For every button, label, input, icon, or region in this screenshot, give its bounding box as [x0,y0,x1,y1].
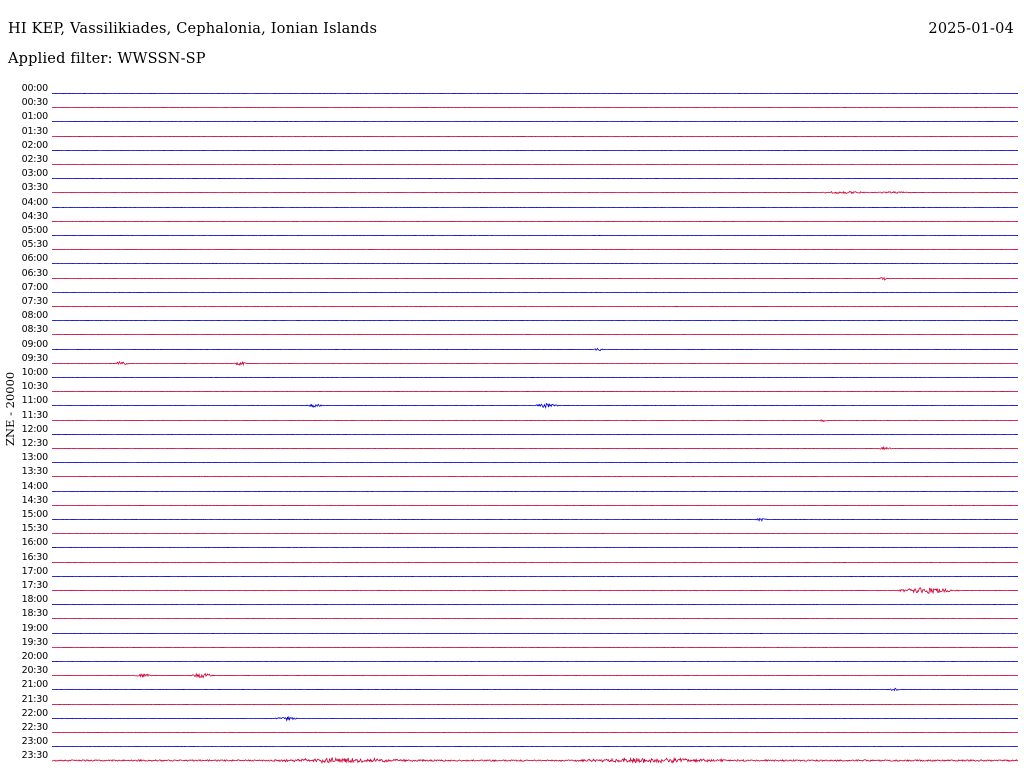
trace-waveform [52,527,1018,540]
trace-waveform [52,101,1018,114]
trace-row [21,565,1018,584]
page-title: HI KEP, Vassilikiades, Cephalonia, Ionian Islands [8,21,378,37]
trace-waveform [52,172,1018,185]
trace-waveform [52,257,1018,270]
trace-row [21,409,1018,428]
trace-row [21,608,1018,626]
trace-time-label: 22:30 [21,722,48,733]
trace-row [21,466,1018,484]
trace-row [21,722,1018,740]
trace-waveform [52,627,1018,640]
trace-row [21,636,1018,655]
trace-time-label: 00:30 [21,97,48,109]
trace-waveform [52,428,1018,441]
trace-row [21,452,1018,470]
trace-waveform [52,556,1018,569]
trace-row [21,423,1018,442]
trace-row [21,622,1018,641]
filter-label: Applied filter: WWSSN-SP [8,51,206,67]
trace-row [21,707,1018,726]
trace-time-label: 01:00 [21,111,48,123]
trace-time-label: 01:30 [21,125,48,137]
trace-time-label: 07:00 [21,281,48,293]
trace-time-label: 17:30 [21,580,48,591]
trace-row [21,750,1018,768]
trace-waveform [52,186,1018,199]
trace-waveform [52,130,1018,143]
trace-waveform [52,343,1018,356]
trace-time-label: 18:00 [21,594,48,606]
trace-waveform [52,272,1018,285]
trace-time-label: 00:00 [21,83,48,94]
trace-row [21,594,1018,612]
trace-waveform [52,584,1018,597]
trace-row [21,196,1018,215]
trace-row [21,509,1018,527]
trace-time-label: 13:00 [21,452,48,464]
trace-time-label: 17:00 [21,565,48,577]
trace-waveform [52,598,1018,611]
trace-waveform [52,357,1018,370]
trace-waveform [52,698,1018,711]
chart-header [0,0,1024,76]
trace-row [21,651,1018,669]
trace-row [21,168,1018,186]
trace-row [21,693,1018,712]
trace-waveform [52,314,1018,327]
trace-row [21,523,1018,541]
trace-time-label: 09:30 [21,352,48,364]
trace-row [21,125,1018,144]
trace-time-label: 14:30 [21,494,48,506]
trace-waveform [52,754,1018,767]
trace-waveform [52,385,1018,398]
trace-waveform [52,541,1018,554]
trace-row [21,438,1018,456]
trace-time-label: 15:00 [21,509,48,520]
trace-row [21,338,1018,357]
trace-waveform [52,201,1018,214]
trace-time-label: 16:00 [21,537,48,549]
trace-row [21,367,1018,385]
trace-time-label: 12:00 [21,423,48,435]
trace-row [21,352,1018,371]
trace-waveform [52,399,1018,412]
trace-row [21,736,1018,754]
trace-row [21,551,1018,570]
trace-row [21,494,1018,513]
trace-time-label: 16:30 [21,551,48,563]
trace-row [21,154,1018,172]
trace-row [21,281,1018,300]
trace-time-label: 06:30 [21,267,48,279]
trace-waveform [52,414,1018,427]
trace-time-label: 12:30 [21,438,48,449]
trace-time-label: 10:00 [21,367,48,378]
trace-time-label: 23:30 [21,750,48,762]
trace-time-label: 02:30 [21,154,48,165]
trace-time-label: 03:30 [21,182,48,194]
trace-waveform [52,328,1018,341]
trace-time-label: 13:30 [21,466,48,478]
y-axis-label: ZNE - 20000 [3,371,17,446]
trace-time-label: 09:00 [21,338,48,350]
trace-waveform [52,115,1018,128]
trace-waveform [52,485,1018,498]
trace-time-label: 11:30 [21,409,48,421]
trace-row [21,395,1018,413]
trace-row [21,296,1018,314]
trace-waveform [52,442,1018,455]
trace-waveform [52,300,1018,313]
trace-waveform [52,499,1018,512]
trace-row [21,182,1018,200]
trace-time-label: 04:00 [21,196,48,208]
trace-time-label: 03:00 [21,168,48,180]
trace-row [21,580,1018,598]
trace-time-label: 05:30 [21,239,48,251]
trace-row [21,665,1018,683]
trace-time-label: 23:00 [21,736,48,748]
trace-row [21,679,1018,697]
trace-time-label: 04:30 [21,210,48,222]
date-label: 2025-01-04 [928,21,1014,37]
trace-waveform [52,229,1018,242]
trace-time-label: 19:30 [21,636,48,648]
trace-waveform [52,641,1018,654]
trace-time-label: 02:00 [21,139,48,151]
trace-waveform [52,286,1018,299]
trace-waveform [52,158,1018,171]
trace-row [21,480,1018,499]
seismogram-plot [0,76,1024,780]
trace-time-label: 15:30 [21,523,48,535]
trace-time-label: 08:30 [21,324,48,336]
trace-time-label: 21:30 [21,693,48,705]
trace-waveform [52,87,1018,100]
trace-waveform [52,612,1018,625]
trace-waveform [52,144,1018,157]
trace-waveform [52,513,1018,526]
trace-waveform [52,683,1018,696]
trace-time-label: 22:00 [21,707,48,719]
trace-row [21,225,1018,243]
trace-row [21,111,1018,129]
trace-time-label: 14:00 [21,480,48,492]
trace-waveform [52,215,1018,228]
trace-time-label: 20:00 [21,651,48,662]
trace-row [21,139,1018,158]
trace-row [21,253,1018,271]
trace-row [21,381,1018,399]
trace-waveform [52,570,1018,583]
trace-row [21,83,1018,101]
trace-time-label: 19:00 [21,622,48,634]
trace-row [21,324,1018,342]
trace-waveform [52,655,1018,668]
trace-time-label: 10:30 [21,381,48,393]
trace-waveform [52,726,1018,739]
trace-time-label: 20:30 [21,665,48,677]
trace-container [21,76,1018,780]
trace-time-label: 07:30 [21,296,48,307]
trace-waveform [52,470,1018,483]
trace-time-label: 08:00 [21,310,48,322]
trace-row [21,97,1018,115]
trace-time-label: 18:30 [21,608,48,620]
trace-waveform [52,371,1018,384]
trace-waveform [52,669,1018,682]
trace-waveform [52,456,1018,469]
trace-waveform [52,740,1018,753]
trace-row [21,537,1018,555]
trace-waveform [52,712,1018,725]
trace-time-label: 06:00 [21,253,48,265]
trace-time-label: 05:00 [21,225,48,236]
trace-waveform [52,243,1018,256]
trace-row [21,210,1018,229]
trace-row [21,239,1018,257]
trace-row [21,267,1018,286]
trace-row [21,310,1018,328]
trace-time-label: 11:00 [21,395,48,407]
trace-time-label: 21:00 [21,679,48,691]
